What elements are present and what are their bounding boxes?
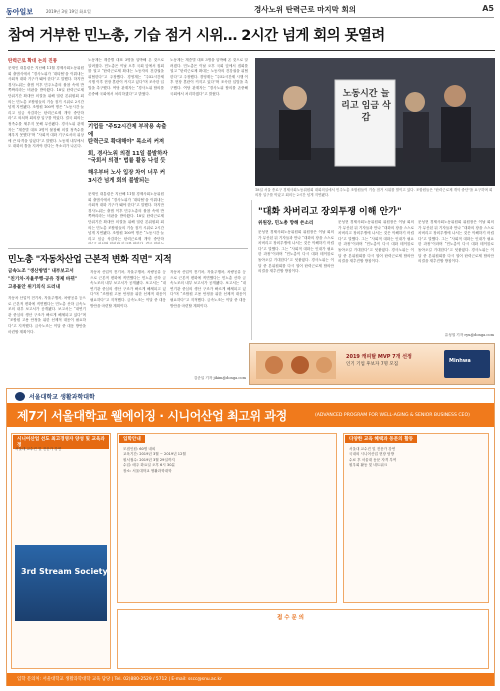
admission-line: 원서접수: 2019년 3월 29일까지 xyxy=(123,457,175,462)
ad-brand-box xyxy=(444,350,490,378)
right-story-title: "대화 차버리고 장외투쟁 이해 안가" xyxy=(258,207,402,217)
box-subtitle-line: 금속노조 "생산방법" 내부보고서 xyxy=(8,269,74,274)
main-article-body-3: 문재인 대통령은 지난해 11월 경제사회노동위원회 출범식에서 “경사노위가 ‘대타협’을 이뤄내는 사회적 대화 기구가 돼야 한다”고 말했다. 하지만 경사노위는 출범 이후 민주노총의 불참 속에 반쪽짜리라는 비판을 받아왔다. 18일 탄력근로제 단위기간 확대안 의결을 위해 열린 본위원회 회의는 민노총 조합원들의 기습 점거 시위로 2시간 넘게 지연됐다. 조합원 100여 명은 “노동시간 늘리고 임금 삭감하는 탄력근로제 개악 중단하 xyxy=(88,192,164,241)
photo-caption: 18일 서울 종로구 경제사회노동위원회 대회의실에서 민주노총 조합원들이 기습 점거 시위를 벌이고 있다. 조합원들은 "탄력근로제 개악 중단"을 요구하며 회의장 입구를 막았고 회의는 2시간 넘게 지연됐다. xyxy=(255,188,493,197)
ad-admission-info xyxy=(123,447,331,474)
date-line: 2019년 3월 19일 화요일 xyxy=(46,9,91,14)
top-bar xyxy=(6,4,494,18)
masthead: 동아일보 xyxy=(6,8,34,16)
box-article-subtitle xyxy=(8,268,88,292)
conference-label: 3rd Stream Society xyxy=(21,567,108,576)
page-headline: 참여 거부한 민노총, 기습 점거 시위… 2시간 넘게 회의 못열려 xyxy=(8,28,385,44)
column-divider xyxy=(251,200,252,340)
university-logo-icon xyxy=(15,392,25,401)
main-article-body: 문재인 대통령은 지난해 11월 경제사회노동위원회 출범식에서 “경사노위가 ‘대타협’을 이뤄내는 사회적 대화 기구가 돼야 한다”고 말했다. 하지만 경사노위는 출범 이후 민주노총의 불참 속에 반쪽짜리라는 비판을 받아왔다. 18일 탄력근로제 단위기간 확대안 의결을 위해 열린 본위원회 회의는 민노총 조합원들의 기습 점거 시위로 2시간 넘게 지연됐다. 조합원 100여 명은 “노동시간 늘리고 임금 삭감하는 탄력근로제 개악 중단하라”고 외치며 회의장 입구를 막았다. 결국 회의는 정족수를 채우지 못해 무산됐다. 경사노위 관계자는 “계층별 대표 3명이 불참해 의결 정족수를 채우지 못했다”며 “사회적 대화 기구로서의 위상에 큰 타격을 입었다”고 말했다. 노동계 내부에서도 대화의 틀을 지켜야 한다는 목소리가 나온다. xyxy=(8,66,84,149)
ad-contact-title: 접 수 문 의 xyxy=(277,615,304,621)
box-article-body-3: 자동차 산업이 전기차, 자율주행차, 차량공유 등으로 근본적 변화에 직면했다는 민노총 산하 금속노조의 내부 보고서가 공개됐다. 보고서는 “내연기관 중심의 생산 구조가 빠르게 해체되고 있다”며 “조합원 고용 안정을 위한 선제적 대응이 필요하다”고 지적했다. 금속노조는 이달 중 대응 방안을 마련할 계획이다. xyxy=(170,270,246,308)
pullquote-line: 회, 경사노위 의결 11일 불발하자 xyxy=(88,150,168,157)
pullquote-line: 해우부터 노사 입장 차이 너무 커 xyxy=(88,169,166,176)
box-article-title: 민노총 "자동차산업 근본적 변화 직면" 지적 xyxy=(8,255,172,265)
pullquote-line: 탄력근로 확대해야" 목소리 커져 xyxy=(88,139,165,146)
box-article-byline: 김준일 기자 jikim@donga.com xyxy=(193,376,246,380)
conference-photo xyxy=(15,545,107,621)
admission-line: 장소: 서울대학교 생활과학대학 xyxy=(123,468,172,473)
admission-line: 모집인원: 60명 내외 xyxy=(123,447,156,451)
large-ad xyxy=(6,388,495,686)
main-article-body-4: 노동계는 계층별 대표 3명을 압박해 온 것으로 알려졌다. 민노총은 이날 오후 국회 앞에서 집회를 열고 “탄력근로제 확대는 노동자의 건강권을 위협한다”고 주장했다. 경영계는 “주52시간제 시행 이후 현장 혼란이 커지고 있다”며 조속한 입법을 촉구했다. 여당 관계자는 “경사노위 합의를 존중해 국회에서 처리하겠다”고 밝혔다. xyxy=(170,58,248,96)
ad-footer-text: 입학 문의처: 서울대학교 생활과학대학 교육 담당 | Tel. 02)880-2529 / 5712 | E-mail: sscc@snu.ac.kr xyxy=(17,677,222,682)
headline-rule xyxy=(8,50,495,51)
right-story-byline: 유성열 기자 ryu@donga.com xyxy=(444,333,494,337)
pullquote-rule-top xyxy=(88,121,164,122)
main-subhead: 탄력근로 확대 논의 진통 xyxy=(8,59,58,64)
page-number: A5 xyxy=(482,4,494,13)
benefit-line: 국내외 시니어산업 현장 탐방 xyxy=(349,452,395,457)
ad-illustration xyxy=(252,345,342,385)
right-story-body-3: 문성현 경제사회노동위원회 위원장은 이날 회의가 무산된 뒤 기자들과 만나 “대화의 장을 스스로 차버리고 장외투쟁에 나서는 것은 이해하기 어렵다”고 말했다. 그는 “사회적 대화는 인내가 필요한 과정”이라며 “민노총이 다시 대화 테이블로 돌아오길 기대한다”고 덧붙였다. 경사노위는 이달 중 본위원회를 다시 열어 탄력근로제 합의안 의결을 재추진할 방침이다. xyxy=(418,220,494,264)
main-article-body-2: 노동계는 계층별 대표 3명을 압박해 온 것으로 알려졌다. 민노총은 이날 오후 국회 앞에서 집회를 열고 “탄력근로제 확대는 노동자의 건강권을 위협한다”고 주장했다. 경영계는 “주52시간제 시행 이후 현장 혼란이 커지고 있다”며 조속한 입법을 촉구했다. 여당 관계자는 “경사노위 합의를 존중해 국회에서 처리하겠다”고 밝혔다. xyxy=(88,58,164,96)
admission-line: 수업: 매주 화요일 오후 6시 30분 xyxy=(123,463,175,468)
right-story-lead: 위원장, 민노총 향해 쓴소리 xyxy=(258,221,314,226)
benefit-line: 원우회 활동 및 네트워크 xyxy=(349,463,388,468)
box-article-body: 자동차 산업이 전기차, 자율주행차, 차량공유 등으로 근본적 변화에 직면했다는 민노총 산하 금속노조의 내부 보고서가 공개됐다. 보고서는 “내연기관 중심의 생산 구조가 빠르게 해체되고 있다”며 “조합원 고용 안정을 위한 선제적 대응이 필요하다”고 지적했다. 금속노조는 이달 중 대응 방안을 마련할 계획이다. xyxy=(8,296,86,334)
benefit-line: 서울대 교수진 및 전문가 강연 xyxy=(349,447,396,451)
ad-brand: Minhwa xyxy=(449,358,471,364)
right-story-body: 문성현 경제사회노동위원회 위원장은 이날 회의가 무산된 뒤 기자들과 만나 “대화의 장을 스스로 차버리고 장외투쟁에 나서는 것은 이해하기 어렵다”고 말했다. 그는 “사회적 대화는 인내가 필요한 과정”이라며 “민노총이 다시 대화 테이블로 돌아오길 기대한다”고 덧붙였다. 경사노위는 이달 중 본위원회를 다시 열어 탄력근로제 합의안 의결을 재추진할 방침이다. xyxy=(258,230,334,274)
box-subtitle-line: "친기차·자율주행·공유 경제 바뀌" xyxy=(8,277,78,282)
benefit-line: 수료 후 서울대 동문 자격 부여 xyxy=(349,457,397,462)
pullquote-line: 3시간 넘게 회의 불발되는 xyxy=(88,177,150,184)
admission-line: 교육기간: 2019년 3월 ~ 2019년 12월 xyxy=(123,452,186,457)
small-ad xyxy=(249,343,495,385)
section-label: 경사노위 탄력근로 마지막 회의 xyxy=(254,5,357,14)
box-subtitle-line: 고용불안 위기의식 드러내 xyxy=(8,285,61,290)
ad-title: 제7기 서울대학교 웰에이징 · 시니어산업 최고위 과정 xyxy=(17,409,287,423)
ad-benefits xyxy=(349,447,483,469)
ad-title-en: (ADVANCED PROGRAM FOR WELL-AGING & SENIOR BUSINESS CEO) xyxy=(315,413,470,418)
photo-sign-text: 노동시간 늘리고 임금 삭감 xyxy=(341,89,391,123)
section-rule xyxy=(8,248,248,249)
ad-panel-right-title: 다양한 교육 혜택과 동문의 활동 xyxy=(345,435,417,443)
news-photo xyxy=(255,58,495,186)
ad-panel-left-text: 서울대 교수진 및 전문가 강연 xyxy=(15,447,62,451)
ad-panel-mid-title: 입학안내 xyxy=(119,435,145,443)
right-story-body-2: 문성현 경제사회노동위원회 위원장은 이날 회의가 무산된 뒤 기자들과 만나 “대화의 장을 스스로 차버리고 장외투쟁에 나서는 것은 이해하기 어렵다”고 말했다. 그는 “사회적 대화는 인내가 필요한 과정”이라며 “민노총이 다시 대화 테이블로 돌아오길 기대한다”고 덧붙였다. 경사노위는 이달 중 본위원회를 다시 열어 탄력근로제 합의안 의결을 재추진할 방침이다. xyxy=(338,220,414,264)
pullquote xyxy=(88,124,168,185)
box-article-body-2: 자동차 산업이 전기차, 자율주행차, 차량공유 등으로 근본적 변화에 직면했다는 민노총 산하 금속노조의 내부 보고서가 공개됐다. 보고서는 “내연기관 중심의 생산 구조가 빠르게 해체되고 있다”며 “조합원 고용 안정을 위한 선제적 대응이 필요하다”고 지적했다. 금속노조는 이달 중 대응 방안을 마련할 계획이다. xyxy=(90,270,166,308)
pullquote-line: "국회서 의결" 법률 활동 나설 듯 xyxy=(88,158,166,165)
ad-school-name: 서울대학교 생활과학대학 xyxy=(29,394,95,401)
pullquote-line: 기업들 "주52시간제 부작용 속출에 xyxy=(88,124,167,138)
ad-line-2: 인기 기업 후보자 7명 모집 xyxy=(346,362,399,367)
ad-panel-left-title: 시니어산업 선도 최고경영자 양성 및 교육과정 xyxy=(13,435,109,449)
ad-line-1: 2019 캐피탈 MVP 7개 선정 xyxy=(346,354,412,360)
